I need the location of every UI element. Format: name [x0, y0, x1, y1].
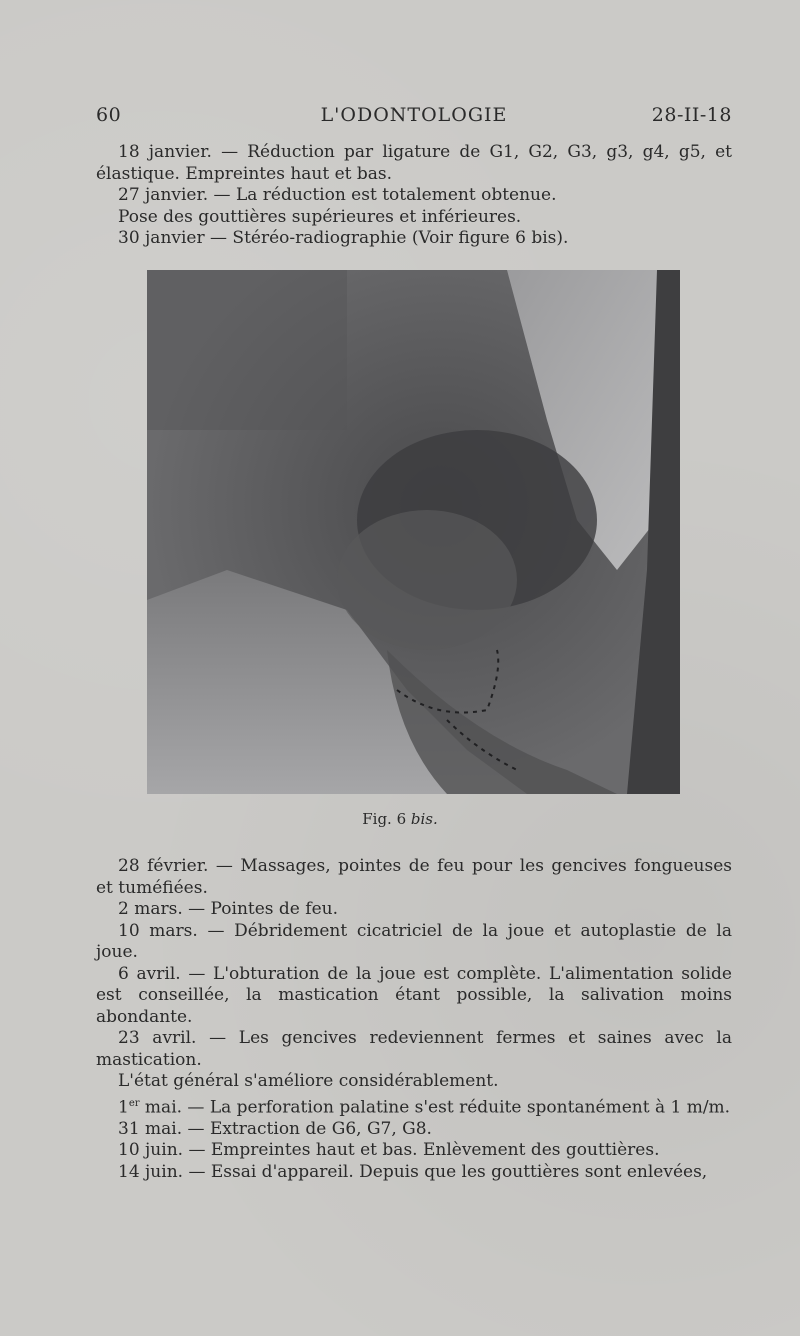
page-number: 60 — [96, 104, 122, 126]
caption-prefix: Fig. 6 — [362, 810, 411, 828]
paragraph: 23 avril. — Les gencives redeviennent fermes et saines avec la mastication. — [96, 1028, 732, 1070]
top-text-block — [96, 142, 732, 250]
paragraph: 10 juin. — Empreintes haut et bas. Enlèvement des gouttières. — [118, 1140, 660, 1161]
may-text: mai. — La perforation palatine s'est réduite spontanément à 1 m/m. — [139, 1097, 731, 1118]
bottom-text-block — [96, 856, 732, 1183]
paragraph: 2 mars. — Pointes de feu. — [118, 899, 338, 919]
paragraph: 27 janvier. — La réduction est totalement obtenue. — [118, 185, 557, 205]
paragraph: 31 mai. — Extraction de G6, G7, G8. — [118, 1118, 432, 1139]
caption-italic: bis. — [410, 810, 438, 828]
paragraph: 6 avril. — L'obturation de la joue est complète. L'alimentation solide est conseillée, la mastication étant possible, la salivation moins abondante. — [96, 963, 732, 1027]
radiograph-figure — [147, 270, 680, 794]
paragraph: 30 janvier — Stéréo-radiographie (Voir figure 6 bis). — [118, 228, 569, 248]
paragraph: 18 janvier. — Réduction par ligature de G1, G2, G3, g3, g4, g5, et élastique. Empreintes haut et bas. — [96, 142, 732, 184]
paragraph-may — [96, 1093, 732, 1119]
paragraph: Pose des gouttières supérieures et inférieures. — [118, 206, 522, 227]
paragraph: 10 mars. — Débridement cicatriciel de la joue et autoplastie de la joue. — [96, 920, 732, 962]
issue-date: 28-II-18 — [651, 104, 732, 126]
paragraph: L'état général s'améliore considérablement. — [118, 1071, 499, 1091]
figure-caption — [0, 810, 800, 828]
radiograph-image — [147, 270, 680, 794]
paragraph: 14 juin. — Essai d'appareil. Depuis que les gouttières sont enlevées, — [118, 1161, 708, 1182]
journal-title: L'ODONTOLOGIE — [320, 104, 508, 126]
running-header — [96, 104, 732, 134]
paragraph: 28 février. — Massages, pointes de feu pour les gencives fongueuses et tuméfiées. — [96, 856, 732, 898]
may-day: 1 — [118, 1097, 129, 1118]
may-superscript: er — [128, 1097, 140, 1109]
